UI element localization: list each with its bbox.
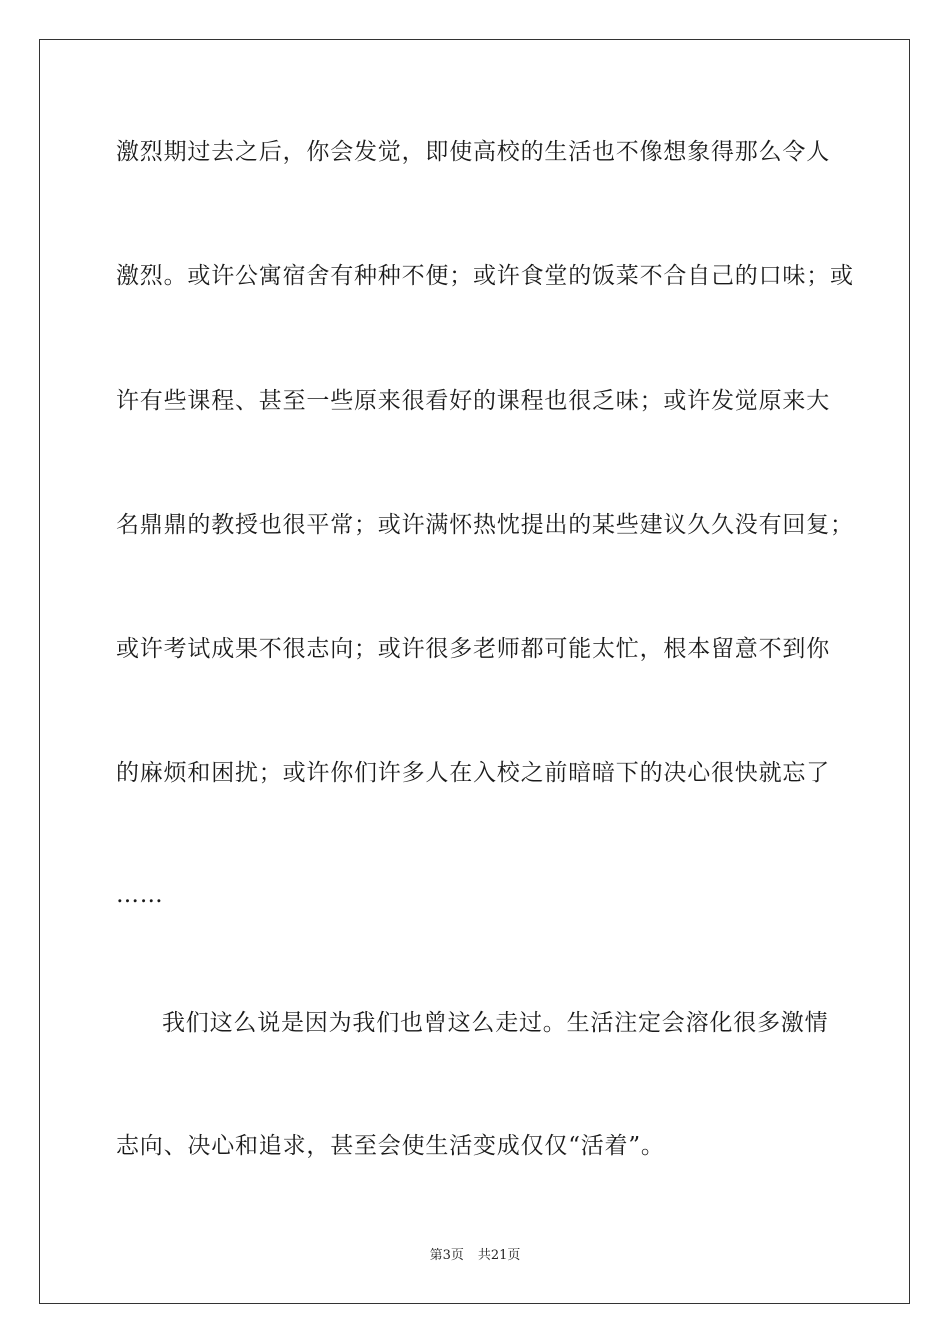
text-line: 的麻烦和困扰；或许你们许多人在入校之前暗暗下的决心很快就忘了: [116, 760, 830, 786]
text-line: 许有些课程、甚至一些原来很看好的课程也很乏味；或许发觉原来大: [116, 388, 830, 414]
text-line: 志向、决心和追求，甚至会使生活变成仅仅“活着”。: [116, 1133, 665, 1159]
page-number: 第3页: [429, 1248, 464, 1263]
text-line: 名鼎鼎的教授也很平常；或许满怀热忱提出的某些建议久久没有回复；: [116, 512, 854, 538]
text-line: 我们这么说是因为我们也曾这么走过。生活注定会溶化很多激情: [162, 1010, 829, 1036]
text-line: 激烈期过去之后，你会发觉，即使高校的生活也不像想象得那么令人: [116, 139, 830, 165]
page-border: [39, 39, 910, 1304]
page-total: 共21页: [477, 1248, 521, 1263]
text-line: 或许考试成果不很志向；或许很多老师都可能太忙，根本留意不到你: [116, 636, 830, 662]
page-footer: [0, 1248, 950, 1264]
text-line: 激烈。或许公寓宿舍有种种不便；或许食堂的饭菜不合自己的口味；或: [116, 263, 854, 289]
text-line: ……: [116, 882, 164, 908]
